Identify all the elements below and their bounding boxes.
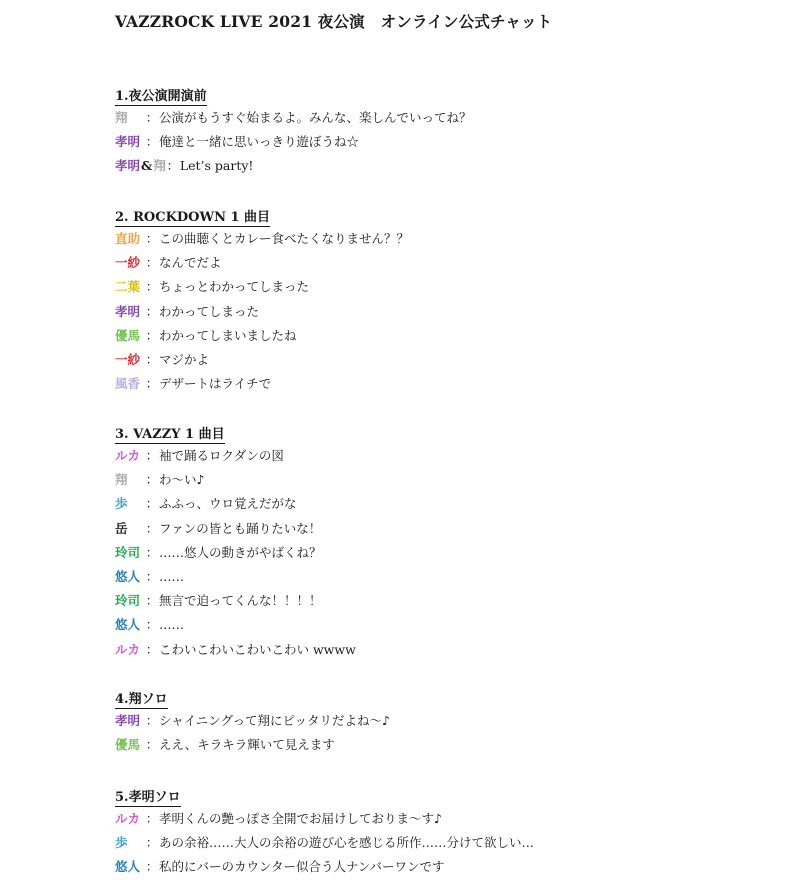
message-text: ええ、キラキラ輝いて見えます — [159, 737, 335, 753]
colon-separator: ： — [145, 520, 159, 536]
chat-line — [115, 566, 184, 588]
colon-separator: ： — [145, 134, 159, 150]
message-text: デザートはライチで — [159, 376, 272, 392]
section-title: 1.夜公演開演前 — [115, 85, 207, 106]
ampersand: & — [141, 158, 153, 174]
colon-separator: ： — [145, 641, 159, 657]
colon-separator: ： — [145, 713, 159, 728]
section-title: 2. ROCKDOWN 1 曲目 — [115, 206, 270, 227]
section-title: 3. VAZZY 1 曲目 — [115, 423, 225, 444]
message-text: ファンの皆とも踊りたいな！ — [159, 520, 322, 536]
message-text: この曲聴くとカレー食べたくなりません？？ — [159, 231, 410, 246]
speaker-name: 孝明 — [115, 134, 141, 150]
message-text: 公演がもうすぐ始まるよ。みんな、楽しんでいってね？ — [159, 110, 472, 125]
speaker-name: 悠人 — [115, 617, 141, 633]
speaker-name: ルカ — [115, 641, 141, 657]
speaker-name: 翔 — [153, 158, 166, 174]
speaker-name: 岳 — [115, 520, 128, 536]
colon-separator: ： — [145, 303, 159, 319]
message-text: ……悠人の動きがやばくね？ — [159, 544, 322, 560]
speaker-name: 孝明 — [115, 303, 141, 319]
speaker-name: ルカ — [115, 811, 141, 826]
message-text: わ〜い♪ — [159, 472, 205, 488]
speaker-name: 一紗 — [115, 352, 141, 367]
colon-separator: ： — [145, 859, 159, 875]
speaker-name: 翔 — [115, 472, 128, 488]
colon-separator: ： — [145, 811, 159, 826]
message-text: わかってしまいましたね — [159, 327, 297, 343]
chat-line — [115, 373, 271, 395]
colon-separator: ： — [145, 110, 159, 125]
speaker-name: ルカ — [115, 448, 141, 463]
speaker-name: 孝明 — [115, 158, 141, 174]
colon-separator: ： — [145, 496, 159, 512]
message-text: マジかよ — [159, 352, 210, 367]
colon-separator: ： — [145, 593, 159, 609]
colon-separator: ： — [145, 279, 159, 295]
message-text: Let’s party! — [179, 158, 254, 174]
speaker-name: 孝明 — [115, 713, 141, 728]
speaker-name: 玲司 — [115, 544, 141, 560]
message-text: 俺達と一緒に思いっきり遊ぼうね☆ — [159, 134, 360, 150]
message-text: こわいこわいこわいこわい wwww — [159, 641, 356, 657]
colon-separator: ： — [145, 376, 159, 392]
colon-separator: ： — [145, 231, 159, 246]
speaker-name: 玲司 — [115, 593, 141, 609]
chat-line — [115, 155, 253, 177]
chat-line — [115, 325, 297, 347]
colon-separator: ： — [145, 327, 159, 343]
speaker-name: 翔 — [115, 110, 128, 125]
chat-line — [115, 856, 445, 878]
chat-line — [115, 276, 309, 298]
speaker-name: 優馬 — [115, 327, 141, 343]
speaker-name: 歩 — [115, 835, 128, 851]
chat-line — [115, 734, 335, 756]
chat-line — [115, 710, 390, 732]
chat-line — [115, 808, 442, 830]
speaker-name: 優馬 — [115, 737, 141, 753]
chat-line — [115, 349, 209, 371]
colon-separator: ： — [145, 737, 159, 753]
speaker-name: 一紗 — [115, 255, 141, 271]
colon-separator: ： — [145, 255, 159, 271]
message-text: ちょっとわかってしまった — [159, 279, 310, 295]
chat-line — [115, 107, 472, 129]
chat-line — [115, 301, 259, 323]
colon-separator: ： — [145, 835, 159, 851]
speaker-name: 風香 — [115, 376, 141, 392]
chat-line — [115, 614, 184, 636]
chat-line — [115, 493, 297, 515]
colon-separator: ： — [145, 352, 159, 367]
speaker-name: 直助 — [115, 231, 141, 246]
speaker-name: 二葉 — [115, 279, 141, 295]
chat-line — [115, 518, 321, 540]
message-text: 孝明くんの艶っぽさ全開でお届けしておりま〜す♪ — [159, 811, 442, 826]
chat-line — [115, 590, 322, 612]
colon-separator: ： — [145, 472, 159, 488]
section-title: 5.孝明ソロ — [115, 786, 181, 807]
chat-line — [115, 131, 359, 153]
chat-line — [115, 228, 409, 250]
chat-line — [115, 445, 284, 467]
message-text: シャイニングって翔にピッタリだよね〜♪ — [159, 713, 390, 728]
colon-separator: ： — [166, 158, 180, 174]
colon-separator: ： — [145, 544, 159, 560]
colon-separator: ： — [145, 569, 159, 584]
chat-line — [115, 469, 204, 491]
section-title: 4.翔ソロ — [115, 688, 168, 709]
chat-line — [115, 639, 356, 661]
message-text: 私的にバーのカウンター似合う人ナンバーワンです — [159, 859, 445, 875]
document-title: VAZZROCK LIVE 2021 夜公演 オンライン公式チャット — [115, 12, 553, 31]
speaker-name: 悠人 — [115, 859, 141, 875]
message-text: …… — [159, 569, 184, 584]
colon-separator: ： — [145, 448, 159, 463]
speaker-name: 歩 — [115, 496, 128, 512]
message-text: 袖で踊るロクダンの図 — [159, 448, 284, 463]
speaker-name: 悠人 — [115, 569, 141, 584]
message-text: …… — [159, 617, 184, 633]
chat-line — [115, 542, 322, 564]
message-text: なんでだよ — [159, 255, 222, 271]
message-text: あの余裕……大人の余裕の遊び心を感じる所作……分けて欲しい… — [159, 835, 535, 851]
message-text: ふふっ、ウロ覚えだがな — [159, 496, 297, 512]
colon-separator: ： — [145, 617, 159, 633]
chat-line — [115, 252, 222, 274]
chat-line — [115, 832, 534, 854]
message-text: わかってしまった — [159, 303, 260, 319]
message-text: 無言で迫ってくんな！！！！ — [159, 593, 322, 609]
